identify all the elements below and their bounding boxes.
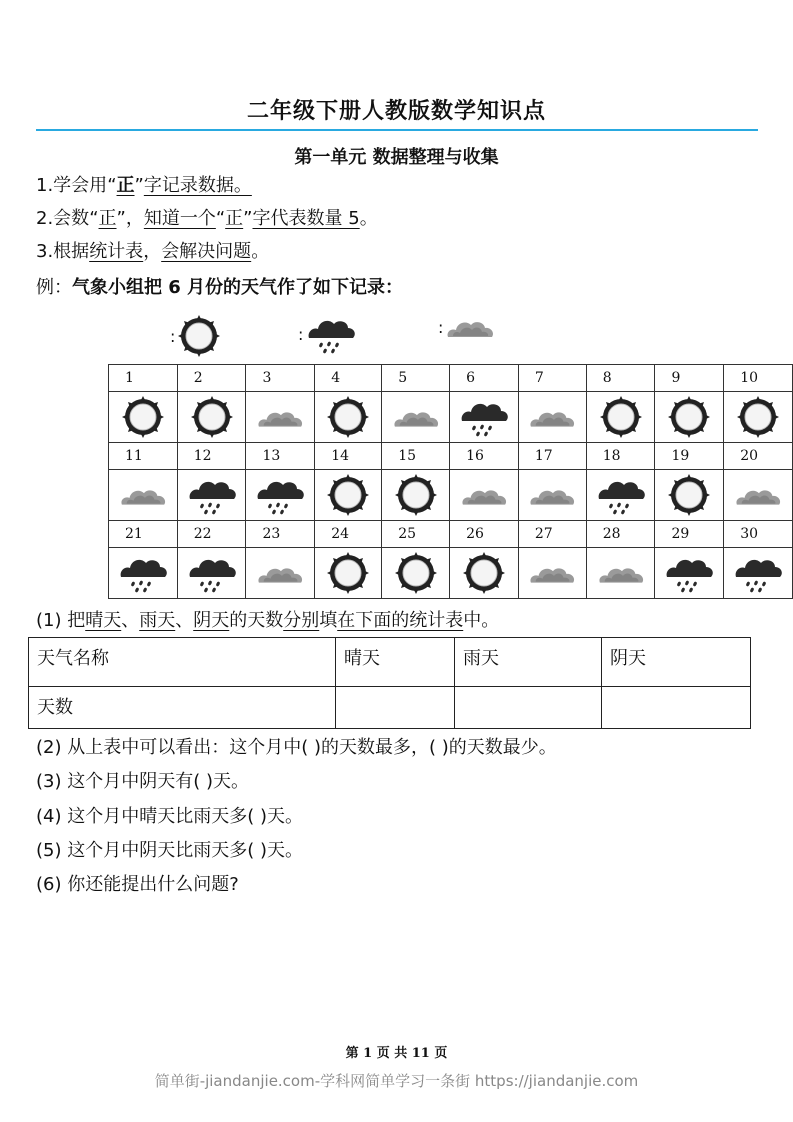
page-number: 第 1 页 共 11 页 xyxy=(345,1046,448,1061)
calendar-day-number: 26 xyxy=(450,521,519,548)
calendar-day-number: 22 xyxy=(177,521,246,548)
cloudy-icon xyxy=(528,404,576,430)
calendar-weather-cell xyxy=(655,470,724,521)
question-5: (5) 这个月中阴天比雨天多( )天。 xyxy=(36,840,303,861)
stat-header-row xyxy=(29,638,751,687)
rainy-icon xyxy=(305,314,357,354)
stat-header-cell: 雨天 xyxy=(455,638,602,687)
calendar-day-number: 9 xyxy=(655,365,724,392)
calendar-weather-cell xyxy=(315,548,382,599)
calendar-day-number: 12 xyxy=(177,443,246,470)
calendar-weather-cell xyxy=(655,392,724,443)
sunny-icon xyxy=(326,551,370,595)
unit-title: 第一单元 数据整理与收集 xyxy=(294,147,499,168)
calendar-day-number: 20 xyxy=(724,443,793,470)
calendar-day-number: 14 xyxy=(315,443,382,470)
calendar-day-number: 17 xyxy=(518,443,586,470)
cloudy-icon xyxy=(119,482,167,508)
rainy-icon xyxy=(732,553,784,593)
sunny-icon xyxy=(736,395,780,439)
stat-header-cell: 阴天 xyxy=(602,638,751,687)
stat-answer-cell-cloudy xyxy=(602,687,751,729)
page-title: 二年级下册人教版数学知识点 xyxy=(246,99,546,124)
legend-sunny: : xyxy=(170,314,221,358)
sunny-icon xyxy=(599,395,643,439)
rainy-icon xyxy=(458,397,510,437)
cloudy-icon xyxy=(392,404,440,430)
calendar-day-row xyxy=(109,365,793,392)
title-divider xyxy=(36,129,758,131)
sunny-icon xyxy=(177,314,221,358)
calendar-weather-cell xyxy=(450,392,519,443)
calendar-weather-cell xyxy=(177,548,246,599)
cloudy-icon xyxy=(445,314,495,340)
example-intro: 例：气象小组把 6 月份的天气作了如下记录： xyxy=(36,277,404,298)
stat-row-label: 天数 xyxy=(29,687,336,729)
calendar-weather-cell xyxy=(724,392,793,443)
point-2: 2.会数“正”，知道一个“正”字代表数量 5。 xyxy=(36,208,378,229)
rainy-icon xyxy=(186,553,238,593)
stat-header-cell: 晴天 xyxy=(336,638,455,687)
calendar-weather-cell xyxy=(724,548,793,599)
question-3: (3) 这个月中阴天有( )天。 xyxy=(36,771,249,792)
calendar-weather-row xyxy=(109,470,793,521)
question-4: (4) 这个月中晴天比雨天多( )天。 xyxy=(36,806,303,827)
site-footer: 简单街-jiandanjie.com-学科网简单学习一条街 https://jiandanjie.com xyxy=(154,1072,639,1090)
calendar-weather-cell xyxy=(586,470,655,521)
cloudy-icon xyxy=(597,560,645,586)
calendar-weather-cell xyxy=(382,470,450,521)
calendar-day-number: 19 xyxy=(655,443,724,470)
cloudy-icon xyxy=(528,482,576,508)
calendar-weather-cell xyxy=(586,548,655,599)
calendar-day-number: 2 xyxy=(177,365,246,392)
rainy-icon xyxy=(117,553,169,593)
calendar-day-number: 27 xyxy=(518,521,586,548)
stat-count-row xyxy=(29,687,751,729)
cloudy-icon xyxy=(460,482,508,508)
calendar-day-number: 30 xyxy=(724,521,793,548)
calendar-day-number: 10 xyxy=(724,365,793,392)
calendar-weather-cell xyxy=(518,470,586,521)
point-3: 3.根据统计表，会解决问题。 xyxy=(36,241,270,262)
calendar-day-number: 16 xyxy=(450,443,519,470)
calendar-weather-cell xyxy=(246,548,315,599)
calendar-day-number: 29 xyxy=(655,521,724,548)
legend-cloudy: : xyxy=(438,314,495,340)
calendar-day-number: 23 xyxy=(246,521,315,548)
calendar-day-number: 1 xyxy=(109,365,178,392)
calendar-weather-cell xyxy=(382,392,450,443)
calendar-day-number: 21 xyxy=(109,521,178,548)
calendar-day-number: 25 xyxy=(382,521,450,548)
sunny-icon xyxy=(326,395,370,439)
rainy-icon xyxy=(254,475,306,515)
cloudy-icon xyxy=(528,560,576,586)
sunny-icon xyxy=(462,551,506,595)
calendar-day-number: 7 xyxy=(518,365,586,392)
question-1: (1) 把晴天、雨天、阴天的天数分别填在下面的统计表中。 xyxy=(36,610,500,631)
calendar-weather-cell xyxy=(450,470,519,521)
calendar-weather-cell xyxy=(518,548,586,599)
rainy-icon xyxy=(595,475,647,515)
cloudy-icon xyxy=(256,560,304,586)
stat-answer-cell-sunny xyxy=(336,687,455,729)
calendar-weather-cell xyxy=(246,470,315,521)
calendar-weather-cell xyxy=(315,392,382,443)
sunny-icon xyxy=(667,395,711,439)
calendar-day-number: 13 xyxy=(246,443,315,470)
calendar-day-number: 8 xyxy=(586,365,655,392)
calendar-day-row xyxy=(109,521,793,548)
question-6: (6) 你还能提出什么问题? xyxy=(36,874,239,895)
calendar-day-number: 11 xyxy=(109,443,178,470)
calendar-weather-cell xyxy=(109,548,178,599)
sunny-icon xyxy=(326,473,370,517)
calendar-weather-row xyxy=(109,392,793,443)
sunny-icon xyxy=(394,551,438,595)
weather-legend xyxy=(170,314,500,358)
legend-rainy: : xyxy=(298,314,357,354)
calendar-weather-cell xyxy=(109,470,178,521)
calendar-day-number: 18 xyxy=(586,443,655,470)
calendar-day-number: 3 xyxy=(246,365,315,392)
calendar-weather-cell xyxy=(177,470,246,521)
rainy-icon xyxy=(663,553,715,593)
calendar-day-number: 6 xyxy=(450,365,519,392)
calendar-weather-cell xyxy=(246,392,315,443)
calendar-day-row xyxy=(109,443,793,470)
statistics-table xyxy=(28,637,751,729)
cloudy-icon xyxy=(734,482,782,508)
calendar-day-number: 4 xyxy=(315,365,382,392)
cloudy-icon xyxy=(256,404,304,430)
calendar-day-number: 24 xyxy=(315,521,382,548)
calendar-day-number: 5 xyxy=(382,365,450,392)
calendar-weather-cell xyxy=(315,470,382,521)
point-1: 1.学会用“正”字记录数据。 xyxy=(36,175,252,196)
calendar-weather-cell xyxy=(518,392,586,443)
calendar-day-number: 15 xyxy=(382,443,450,470)
calendar-day-number: 28 xyxy=(586,521,655,548)
calendar-weather-cell xyxy=(655,548,724,599)
weather-calendar xyxy=(108,364,793,599)
stat-answer-cell-rainy xyxy=(455,687,602,729)
rainy-icon xyxy=(186,475,238,515)
calendar-weather-row xyxy=(109,548,793,599)
calendar-weather-cell xyxy=(586,392,655,443)
calendar-weather-cell xyxy=(450,548,519,599)
sunny-icon xyxy=(394,473,438,517)
calendar-weather-cell xyxy=(109,392,178,443)
sunny-icon xyxy=(667,473,711,517)
calendar-weather-cell xyxy=(382,548,450,599)
question-2: (2) 从上表中可以看出：这个月中( )的天数最多，( )的天数最少。 xyxy=(36,737,557,758)
stat-header-cell: 天气名称 xyxy=(29,638,336,687)
sunny-icon xyxy=(121,395,165,439)
sunny-icon xyxy=(190,395,234,439)
calendar-weather-cell xyxy=(724,470,793,521)
calendar-weather-cell xyxy=(177,392,246,443)
